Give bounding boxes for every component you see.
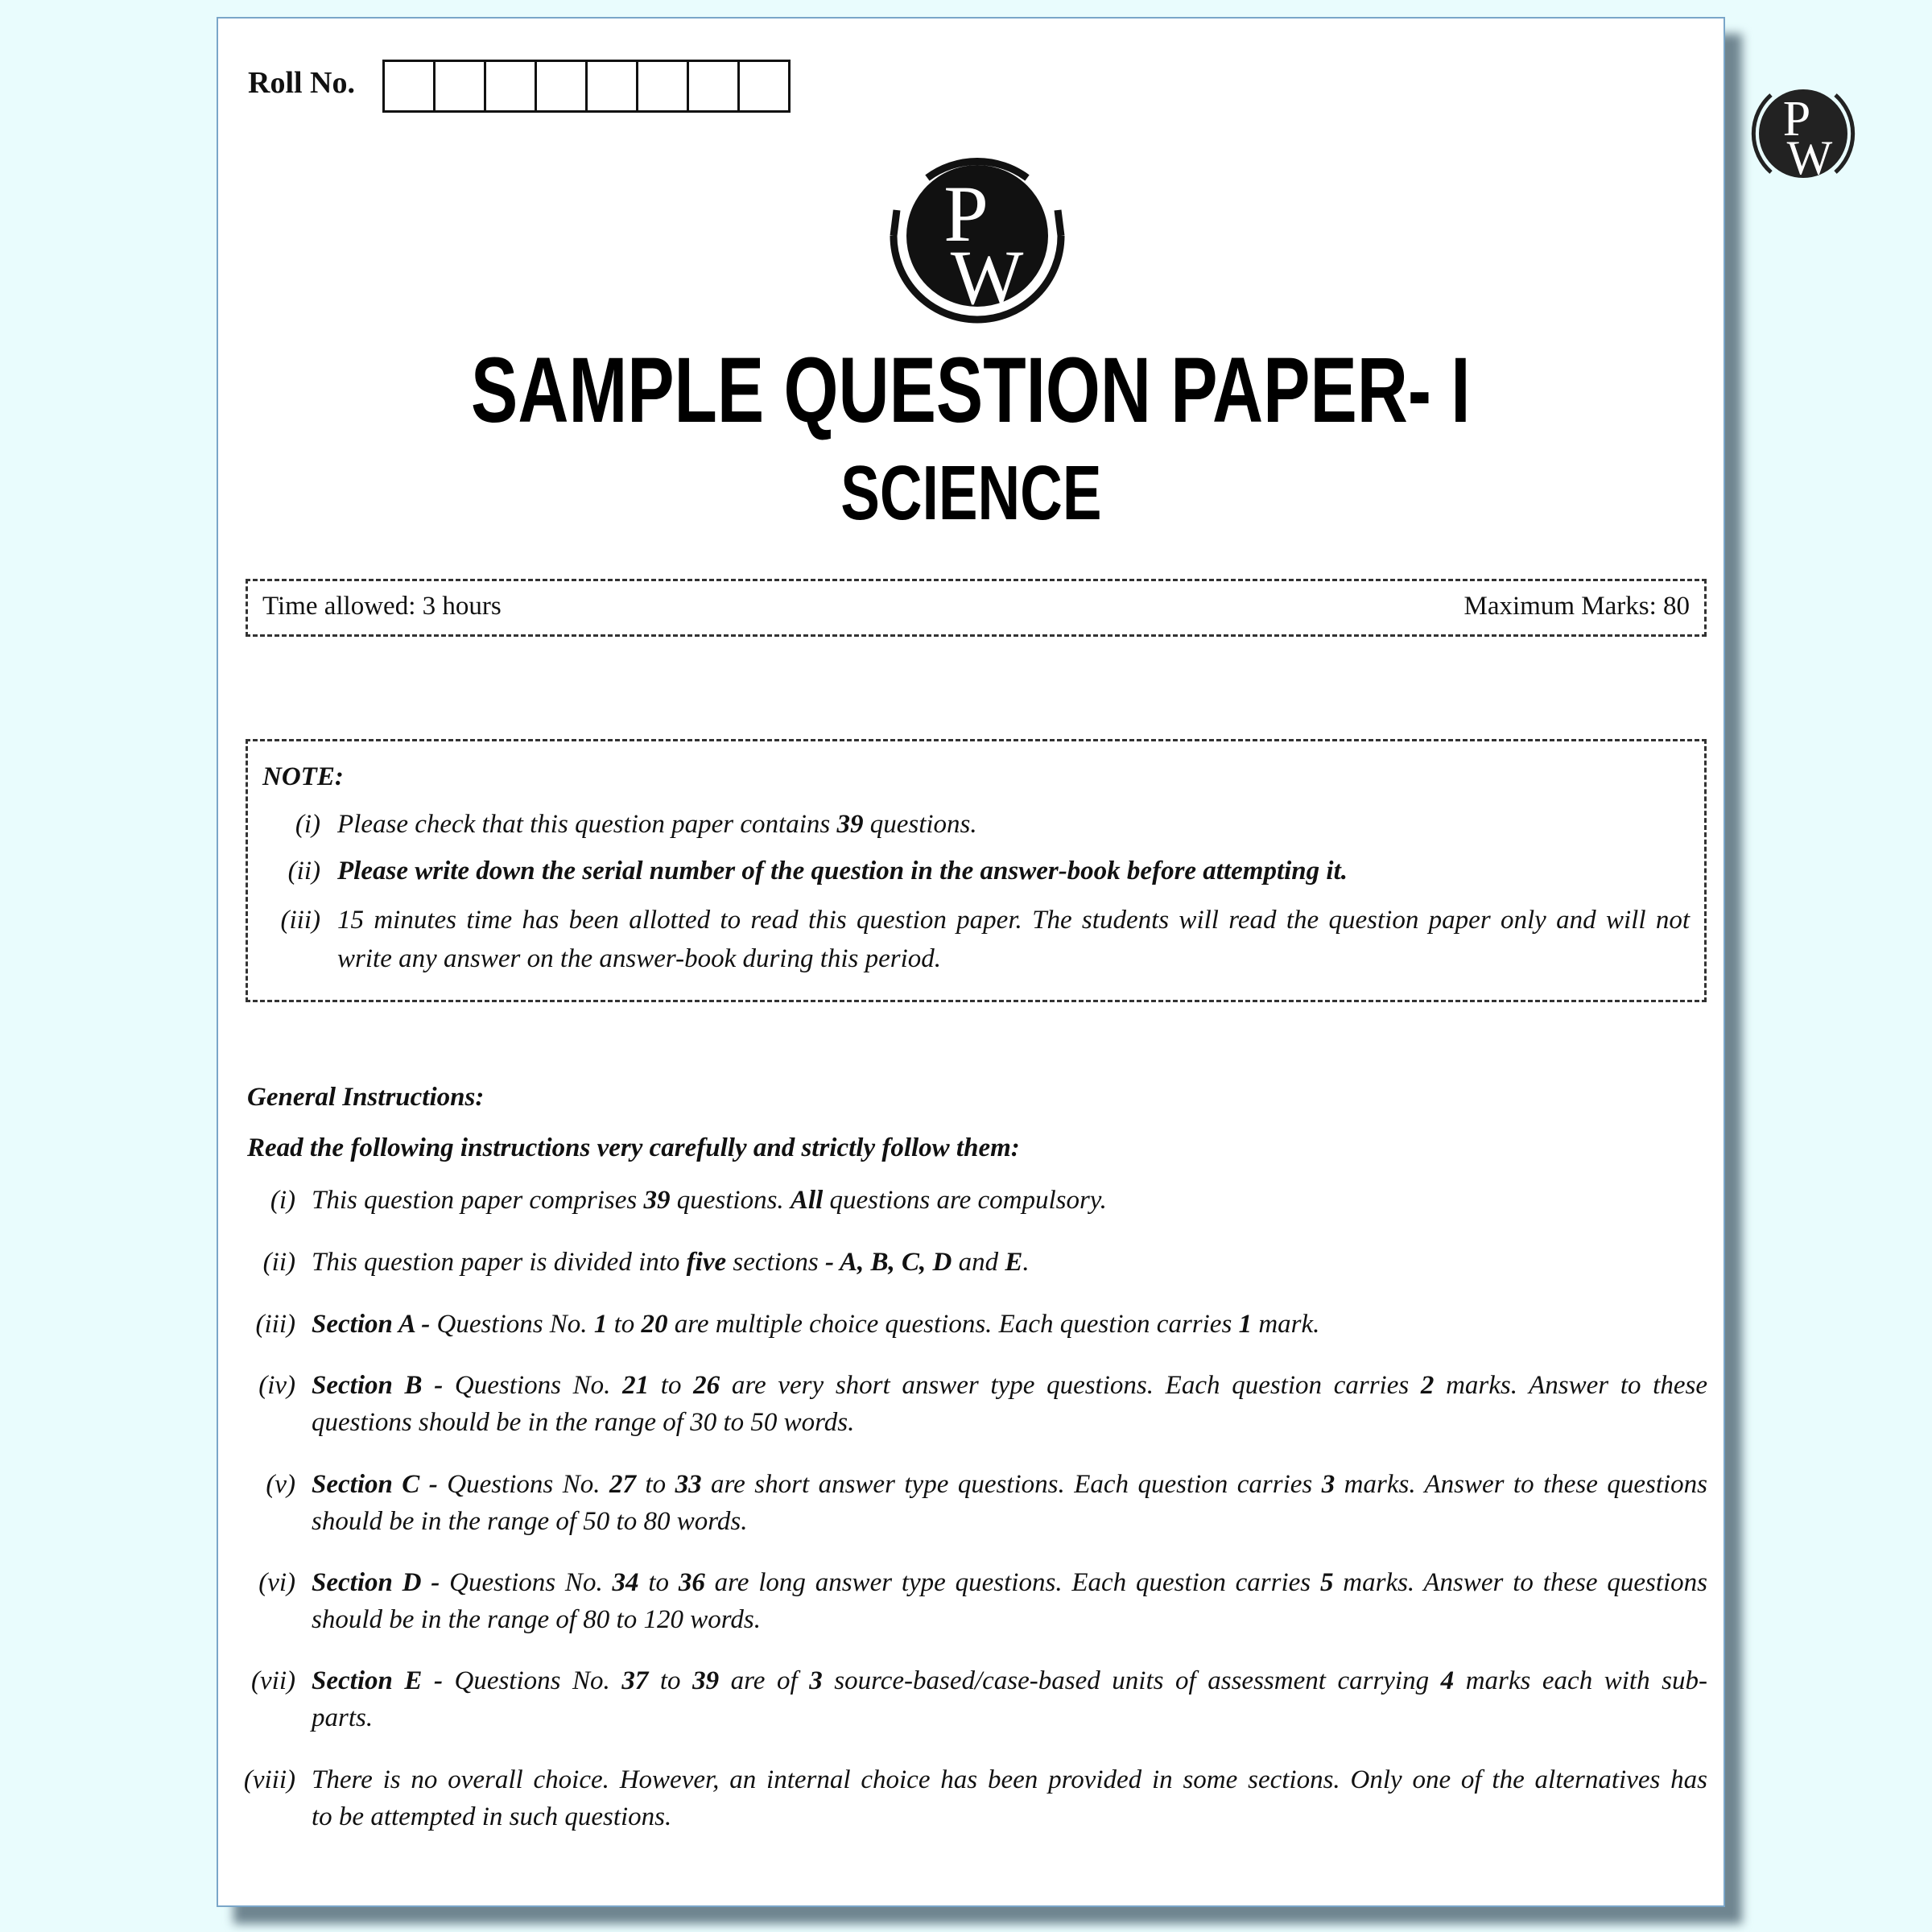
item-number: (i) (270, 1186, 295, 1215)
bold-text: Section C - (312, 1470, 438, 1499)
text: to (638, 1568, 679, 1597)
item-number: (i) (295, 810, 320, 839)
bold-text: 3 (809, 1666, 823, 1695)
general-instructions-heading: General Instructions: (247, 1083, 485, 1112)
bold-text: 33 (675, 1470, 702, 1499)
bold-text: 39 (643, 1186, 671, 1215)
roll-no-box[interactable] (537, 62, 588, 110)
roll-no-box[interactable] (436, 62, 486, 110)
text: source-based/case-based units of assessment carrying (822, 1666, 1441, 1695)
item-number: (vi) (258, 1568, 295, 1597)
pw-logo-icon (887, 146, 1067, 326)
roll-no-box[interactable] (486, 62, 537, 110)
bold-text: 2 (1420, 1371, 1435, 1400)
bold-text: 37 (621, 1666, 649, 1695)
text: are of (719, 1666, 810, 1695)
svg-text:P: P (1782, 92, 1811, 147)
bold-text: 39 (836, 810, 864, 839)
text: Questions No. (430, 1310, 594, 1339)
bold-text: Please write down the serial number of the question in the answer-book before attempting it. (337, 857, 1348, 886)
roll-no-label: Roll No. (248, 66, 355, 100)
svg-text:P: P (943, 169, 989, 258)
bold-text: 34 (612, 1568, 639, 1597)
text: . (1022, 1248, 1030, 1277)
bold-text: five (686, 1248, 727, 1277)
text: This question paper comprises (312, 1186, 644, 1215)
item-text-line (312, 1605, 761, 1635)
item-text-line (312, 1703, 373, 1733)
text: Questions No. (443, 1371, 623, 1400)
item-number: (v) (266, 1470, 295, 1499)
bold-text: 26 (693, 1371, 720, 1400)
roll-no-box[interactable] (385, 62, 436, 110)
note-heading: NOTE: (262, 762, 344, 791)
text: and (952, 1248, 1005, 1277)
roll-no-box[interactable] (638, 62, 689, 110)
pw-logo-corner-icon (1747, 77, 1860, 190)
text: parts. (312, 1703, 374, 1732)
text: to (607, 1310, 642, 1339)
text: sections (726, 1248, 825, 1277)
text: should be in the range of 80 to 120 words. (312, 1605, 761, 1634)
item-number: (iv) (258, 1371, 295, 1400)
text: write any answer on the answer-book during this period. (337, 944, 942, 973)
text: are long answer type questions. Each question carries (704, 1568, 1320, 1597)
paper-title-text: SAMPLE QUESTION PAPER- I (471, 339, 1471, 442)
bold-text: - A, B, C, D (824, 1248, 952, 1277)
bold-text: Section B - (312, 1371, 444, 1400)
text: marks. Answer to these questions (1333, 1568, 1707, 1597)
roll-no-box[interactable] (588, 62, 638, 110)
text: marks. Answer to these (1434, 1371, 1707, 1400)
text: Questions No. (442, 1666, 622, 1695)
roll-no-box[interactable] (689, 62, 740, 110)
text: should be in the range of 50 to 80 words. (312, 1507, 748, 1536)
text: This question paper is divided into (312, 1248, 687, 1277)
text: are multiple choice questions. Each question carries (667, 1310, 1239, 1339)
item-number: (viii) (243, 1765, 295, 1794)
text: marks. Answer to these questions (1335, 1470, 1708, 1499)
item-text-line (337, 810, 977, 840)
svg-text:W: W (1786, 131, 1833, 184)
text: questions. (670, 1186, 791, 1215)
general-instructions-subheading: Read the following instructions very carefully and strictly follow them: (247, 1133, 1020, 1162)
text: questions. (863, 810, 977, 839)
bold-text: 4 (1440, 1666, 1455, 1695)
bold-text: 21 (622, 1371, 650, 1400)
bold-text: 20 (641, 1310, 668, 1339)
subject-title (218, 449, 1724, 538)
bold-text: Section D - (312, 1568, 440, 1597)
time-marks-box (246, 579, 1707, 637)
text: Questions No. (437, 1470, 609, 1499)
bold-text: All (790, 1186, 824, 1215)
item-text-line (312, 1666, 1707, 1696)
text: are short answer type questions. Each question carries (701, 1470, 1322, 1499)
note-box (246, 739, 1707, 1002)
item-text-line (312, 1186, 1107, 1216)
svg-text:W: W (950, 234, 1024, 320)
text: questions are compulsory. (823, 1186, 1107, 1215)
maximum-marks: Maximum Marks: 80 (1463, 592, 1690, 621)
item-text-line (312, 1568, 1707, 1598)
text: marks each with sub- (1454, 1666, 1707, 1695)
text: questions should be in the range of 30 to 50 words. (312, 1408, 855, 1437)
bold-text: 27 (609, 1470, 636, 1499)
paper-title (218, 337, 1724, 444)
roll-no-box[interactable] (740, 62, 788, 110)
time-allowed: Time allowed: 3 hours (262, 592, 502, 621)
item-text-line (337, 857, 1348, 886)
text: to (649, 1371, 694, 1400)
bold-text: 36 (678, 1568, 705, 1597)
subject-title-text: SCIENCE (840, 450, 1102, 536)
bold-text: 5 (1319, 1568, 1334, 1597)
item-text-line (312, 1507, 747, 1537)
item-text-line (312, 1802, 671, 1832)
text: Questions No. (440, 1568, 613, 1597)
bold-text: 1 (593, 1310, 608, 1339)
item-text-line (312, 1310, 1319, 1340)
item-number: (iii) (255, 1310, 295, 1339)
item-text-line (312, 1408, 854, 1438)
item-number: (vii) (251, 1666, 295, 1695)
question-paper-page (217, 17, 1725, 1907)
item-number: (iii) (280, 906, 320, 935)
item-number: (ii) (262, 1248, 295, 1277)
text: are very short answer type questions. Each question carries (720, 1371, 1421, 1400)
bold-text: 39 (692, 1666, 720, 1695)
roll-no-boxes[interactable] (382, 60, 791, 113)
text: mark. (1252, 1310, 1320, 1339)
item-text-line (337, 944, 941, 974)
bold-text: 1 (1238, 1310, 1253, 1339)
text: to (648, 1666, 693, 1695)
text: There is no overall choice. However, an internal choice has been provided in some sections. Only one of the alternatives has (312, 1765, 1707, 1794)
bold-text: Section E - (312, 1666, 443, 1695)
item-text-line (312, 1765, 1707, 1795)
text: Please check that this question paper contains (337, 810, 837, 839)
item-text-line (312, 1470, 1707, 1500)
bold-text: E (1005, 1248, 1023, 1277)
item-text-line (312, 1371, 1707, 1401)
item-number: (ii) (287, 857, 320, 886)
item-text-line (337, 906, 1690, 935)
text: to (635, 1470, 675, 1499)
bold-text: 3 (1321, 1470, 1335, 1499)
text: 15 minutes time has been allotted to read this question paper. The students will read the question paper only and will not (337, 906, 1690, 935)
text: to be attempted in such questions. (312, 1802, 672, 1831)
bold-text: Section A - (312, 1310, 431, 1339)
item-text-line (312, 1248, 1030, 1278)
